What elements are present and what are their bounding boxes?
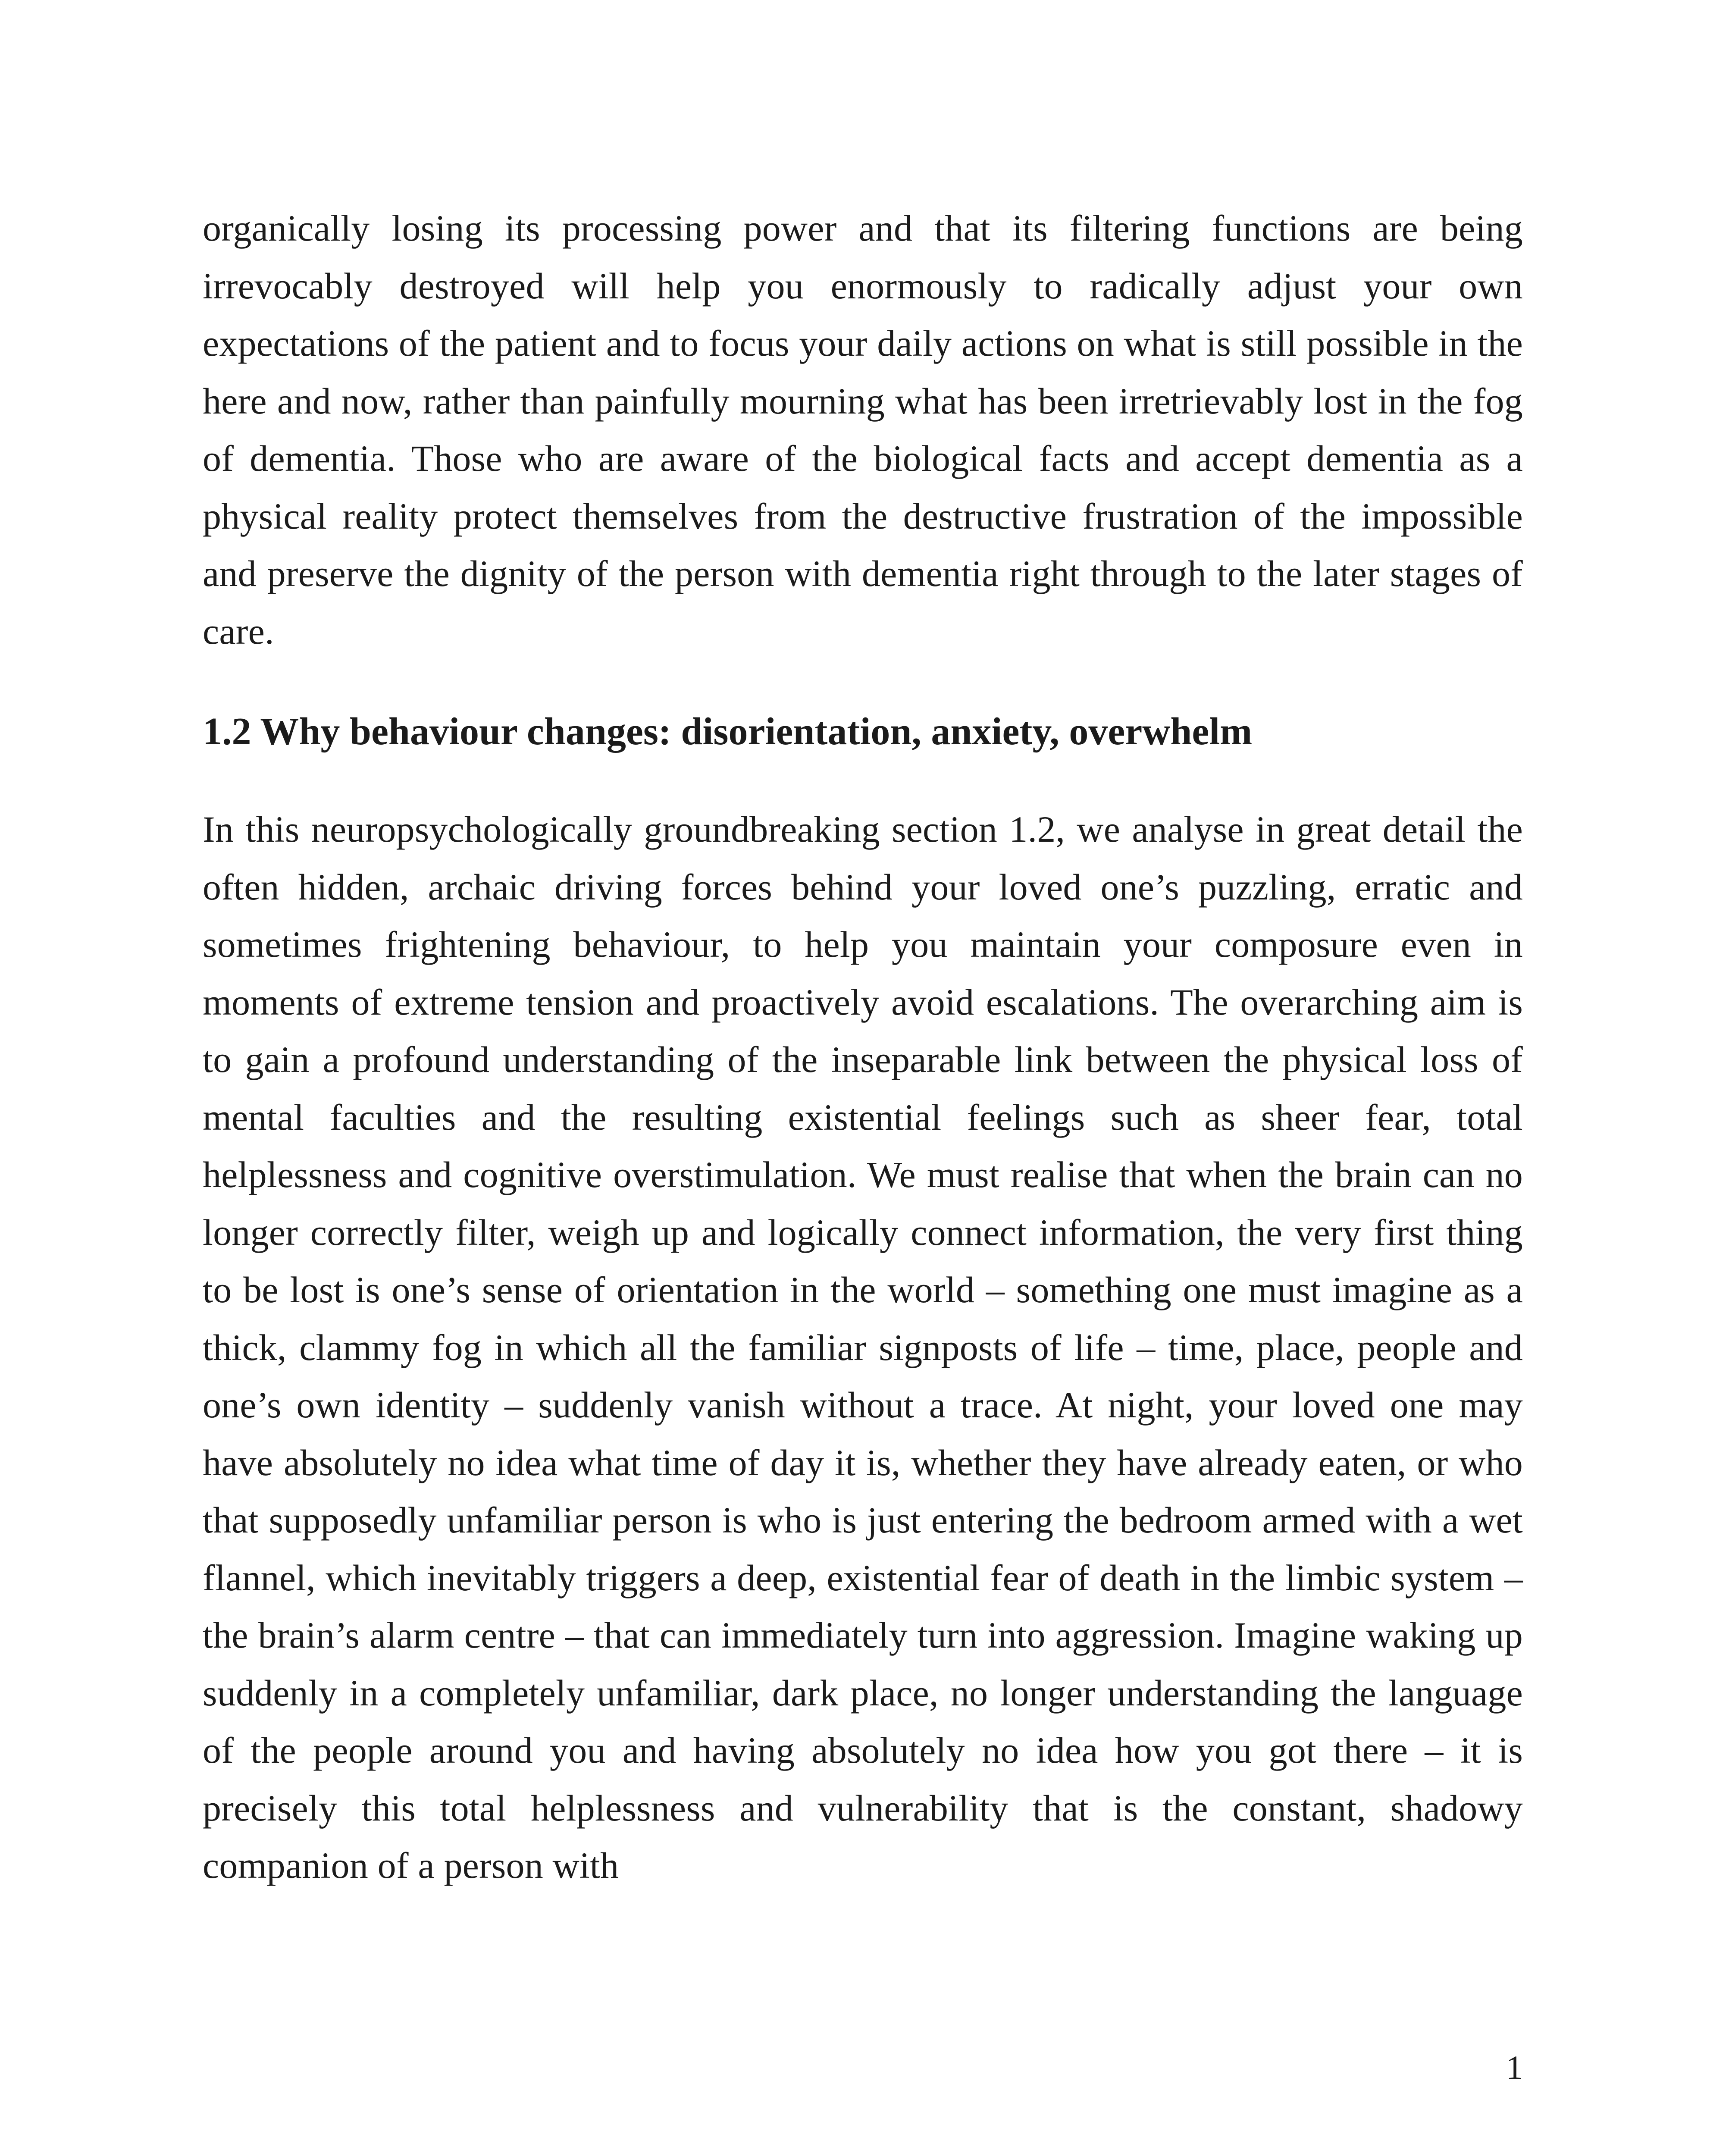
paragraph-section-1-2: In this neuropsychologically groundbreaking section 1.2, we analyse in great detail the often hidden, archaic driving forces behind your loved one’s puzzling, erratic and sometimes frightening behaviour, to help you maintain your composure even in moments of extreme tension and proactively avoid escalations. The overarching aim is to gain a profound understanding of the inseparable link between the physical loss of mental faculties and the resulting existential feelings such as sheer fear, total helplessness and cognitive overstimulation. We must realise that when the brain can no longer correctly filter, weigh up and logically connect information, the very first thing to be lost is one’s sense of orientation in the world – something one must imagine as a thick, clammy fog in which all the familiar signposts of life – time, place, people and one’s own identity – suddenly vanish without a trace. At night, your loved one may have absolutely no idea what time of day it is, whether they have already eaten, or who that supposedly unfamiliar person is who is just entering the bedroom armed with a wet flannel, which inevitably triggers a deep, existential fear of death in the limbic system – the brain’s alarm centre – that can immediately turn into aggression. Imagine waking up suddenly in a completely unfamiliar, dark place, no longer understanding the language of the people around you and having absolutely no idea how you got there – it is precisely this total helplessness and vulnerability that is the constant, shadowy companion of a person with [203, 808, 1523, 1886]
page-body [203, 200, 1523, 1895]
section-heading-wrapper [203, 703, 1523, 760]
paragraph-continued: organically losing its processing power and that its filtering functions are being irrevocably destroyed will help you enormously to radically adjust your own expectations of the patient and to focus your daily actions on what is still possible in the here and now, rather than painfully mourning what has been irretrievably lost in the fog of dementia. Those who are aware of the biological facts and accept dementia as a physical reality protect themselves from the destructive frustration of the impossible and preserve the dignity of the person with dementia right through to the later stages of care. [203, 207, 1523, 652]
page-number: 1 [1506, 2049, 1523, 2086]
section-heading: 1.2 Why behaviour changes: disorientation, anxiety, overwhelm [203, 710, 1253, 753]
